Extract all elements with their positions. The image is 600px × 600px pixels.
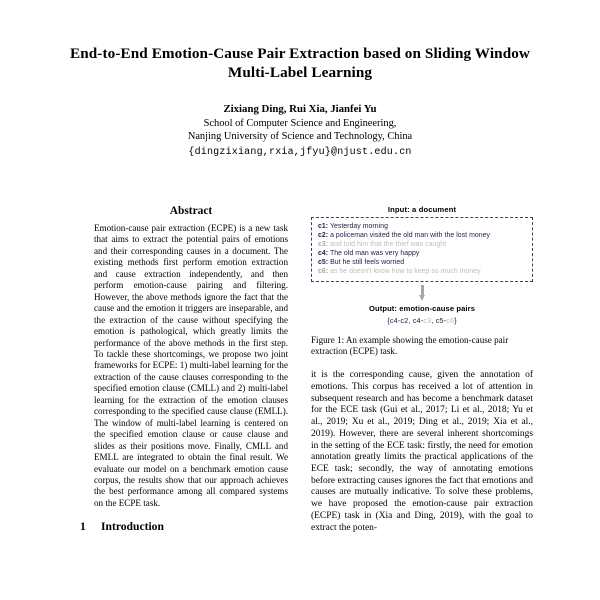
section-heading-introduction	[80, 520, 302, 533]
figure-input-label: Input: a document	[387, 205, 457, 214]
clause-id: c1:	[318, 223, 329, 230]
pair-dash: -	[397, 315, 401, 325]
left-column	[80, 205, 302, 533]
clause-text: as he doesn't know how to keep so much money	[328, 268, 481, 276]
pairs-open-brace: {	[387, 315, 390, 325]
title-block	[0, 0, 600, 159]
clause-list	[318, 222, 527, 277]
clause-c6	[318, 267, 527, 276]
clause-c4	[318, 249, 527, 258]
figure-caption: Figure 1: An example showing the emotion-cause pair extraction (ECPE) task.	[311, 334, 509, 356]
clause-text: and told him that the thief was caught	[328, 241, 447, 249]
emotion-cause-pairs	[311, 316, 533, 325]
abstract-heading: Abstract	[169, 205, 213, 217]
arrow-head	[419, 295, 425, 301]
clause-text: But he still feels worried	[328, 259, 405, 267]
document-box	[311, 217, 533, 282]
clause-c2	[318, 231, 527, 240]
clause-id: c2:	[318, 232, 329, 240]
author-names: Zixiang Ding, Rui Xia, Jianfei Yu	[223, 103, 377, 115]
flow-arrow-wrap	[311, 282, 533, 304]
clause-id: c4:	[318, 250, 329, 258]
pair-separator: ,	[408, 315, 413, 325]
clause-text: Yesterday morning	[328, 223, 388, 230]
clause-text: The old man was very happy	[328, 250, 420, 258]
pair-dash: -	[420, 315, 424, 325]
clause-text: a policeman visited the old man with the lost money	[328, 232, 491, 240]
section-title: Introduction	[101, 520, 164, 534]
pair-emotion-clause: c5	[435, 315, 444, 325]
abstract-text: Emotion-cause pair extraction (ECPE) is a new task that aims to extract the potential pairs of emotions and their corresponding causes in a document. The existing methods first perform emotion extraction and cause extraction independently, and then perform emotion-cause pairing and filtering. However, the above methods ignore the fact that the cause and the emotion it triggers are inseparable, and the extraction of the cause without specifying the emotion is pathological, which greatly limits the performance of the above methods in the first step. To tackle these shortcomings, we propose two joint frameworks for ECPE: 1) multi-label learning for the extraction of the cause clauses corresponding to the specified emotion clause (CMLL) and 2) multi-label learning for the extraction of the emotion clauses corresponding to the specified cause clause (EMLL). The window of multi-label learning is centered on the specified emotion clause or cause clause and slides as their positions move. Finally, CMLL and EMLL are integrated to obtain the final result. We evaluate our model on a benchmark emotion cause corpus, the results show that our approach achieves the best performance among all compared systems on the ECPE task.	[94, 223, 288, 508]
right-column-body-text: it is the corresponding cause, given the annotation of emotions. This corpus has received a lot of attention in subsequent research and has become a benchmark dataset for the ECE task (Gui et al., 2017; Li et al., 2018; Yu et al., 2019; Xu et al., 2019; Ding et al., 2019; Xia et al., 2019). However, there are several inherent shortcomings in the setting of the ECE task: firstly, the need for emotion annotation greatly limits the practical applications of the ECE task; secondly, the way of annotating emotions before extracting causes ignores the fact that emotions and causes are mutually indicative. To solve these problems, we have proposed the emotion-cause pair extraction (ECPE) task in (Xia and Ding, 2019), with the goal to extract the poten-	[311, 370, 533, 533]
body-columns	[0, 205, 600, 600]
clause-id: c6:	[318, 268, 329, 276]
clause-id: c3:	[318, 241, 329, 249]
affiliation-line-2: Nanjing University of Science and Technology, China	[187, 131, 413, 143]
clause-c1	[318, 222, 527, 231]
author-block	[62, 103, 538, 159]
page-title: End-to-End Emotion-Cause Pair Extraction based on Sliding Window Multi-Label Learning	[69, 45, 530, 81]
clause-id: c5:	[318, 259, 329, 267]
pair-emotion-clause: c4	[412, 315, 421, 325]
clause-c3	[318, 240, 527, 249]
clause-c5	[318, 258, 527, 267]
affiliation-line-1: School of Computer Science and Engineering,	[203, 117, 397, 129]
author-email: {dingzixiang,rxia,jfyu}@njust.edu.cn	[188, 146, 412, 158]
pair-dash: -	[443, 315, 447, 325]
figure-1	[311, 205, 533, 357]
pair-item	[390, 316, 409, 325]
arrow-down-icon	[419, 285, 426, 302]
right-column	[311, 205, 533, 534]
figure-output-label: Output: emotion-cause pairs	[368, 303, 476, 313]
pair-separator: ,	[431, 315, 436, 325]
pair-cause-clause: c2	[400, 315, 409, 325]
pair-item	[436, 316, 455, 325]
section-number: 1	[80, 520, 86, 534]
pair-cause-clause: c6	[446, 315, 455, 325]
pairs-close-brace: }	[454, 315, 457, 325]
pair-emotion-clause: c4	[389, 315, 398, 325]
pair-item	[413, 316, 432, 325]
pair-cause-clause: c3	[423, 315, 432, 325]
